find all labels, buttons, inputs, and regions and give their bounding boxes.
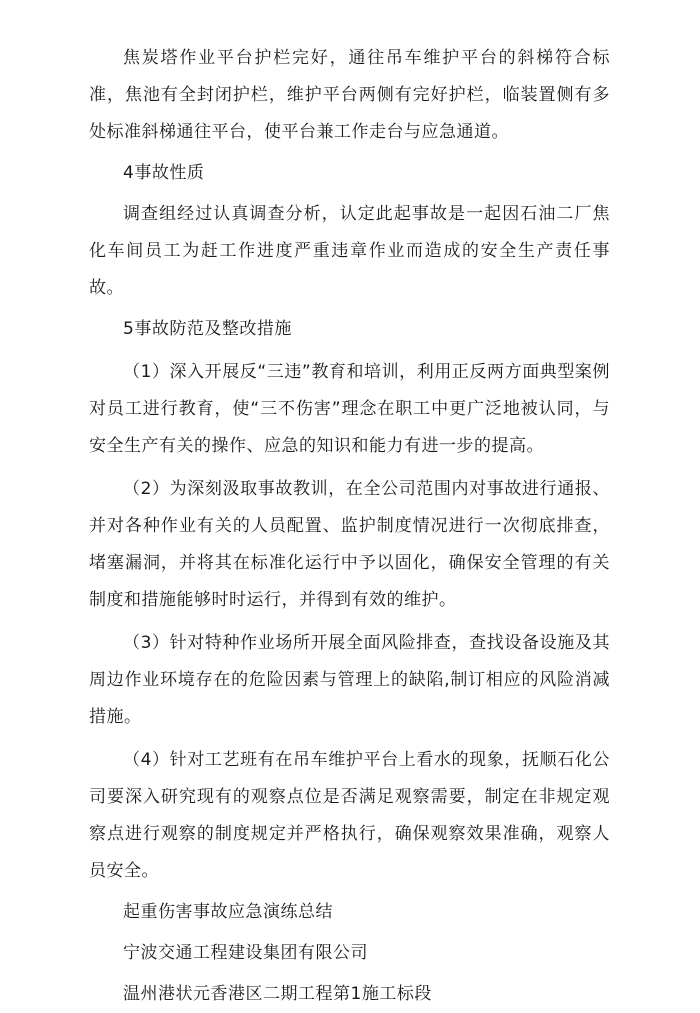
project-section-name: 温州港状元香港区二期工程第1施工标段 — [123, 984, 432, 1004]
paragraph-measure-3: （3）针对特种作业场所开展全面风险排查，查找设备设施及其周边作业环境存在的危险因素与管理上的缺陷,制订相应的风险消减措施。 — [89, 633, 610, 727]
document-title: 起重伤害事故应急演练总结 — [123, 902, 333, 922]
paragraph-measure-1: （1）深入开展反“三违”教育和培训，利用正反两方面典型案例对员工进行教育，使“三不伤害”理念在职工中更广泛地被认同，与安全生产有关的操作、应急的知识和能力有进一步的提高。 — [89, 362, 610, 456]
section-heading-prevention-measures: 5事故防范及整改措施 — [123, 319, 292, 339]
section-heading-accident-nature: 4事故性质 — [123, 163, 205, 183]
paragraph-measure-4: （4）针对工艺班有在吊车维护平台上看水的现象，抚顺石化公司要深入研究现有的观察点位是否满足观察需要，制定在非规定观察点进行观察的制度规定并严格执行，确保观察效果准确，观察人员安全。 — [89, 750, 610, 881]
paragraph-platform-guardrails: 焦炭塔作业平台护栏完好，通往吊车维护平台的斜梯符合标准，焦池有全封闭护栏，维护平台两侧有完好护栏，临装置侧有多处标准斜梯通往平台，使平台兼工作走台与应急通道。 — [89, 48, 610, 142]
paragraph-measure-2: （2）为深刻汲取事故教训，在全公司范围内对事故进行通报、并对各种作业有关的人员配置、监护制度情况进行一次彻底排查，堵塞漏洞，并将其在标准化运行中予以固化，确保安全管理的有关制度和措施能够时时运行，并得到有效的维护。 — [89, 479, 610, 610]
company-name: 宁波交通工程建设集团有限公司 — [123, 943, 368, 963]
paragraph-accident-nature: 调查组经过认真调查分析，认定此起事故是一起因石油二厂焦化车间员工为赶工作进度严重违章作业而造成的安全生产责任事故。 — [89, 204, 610, 298]
